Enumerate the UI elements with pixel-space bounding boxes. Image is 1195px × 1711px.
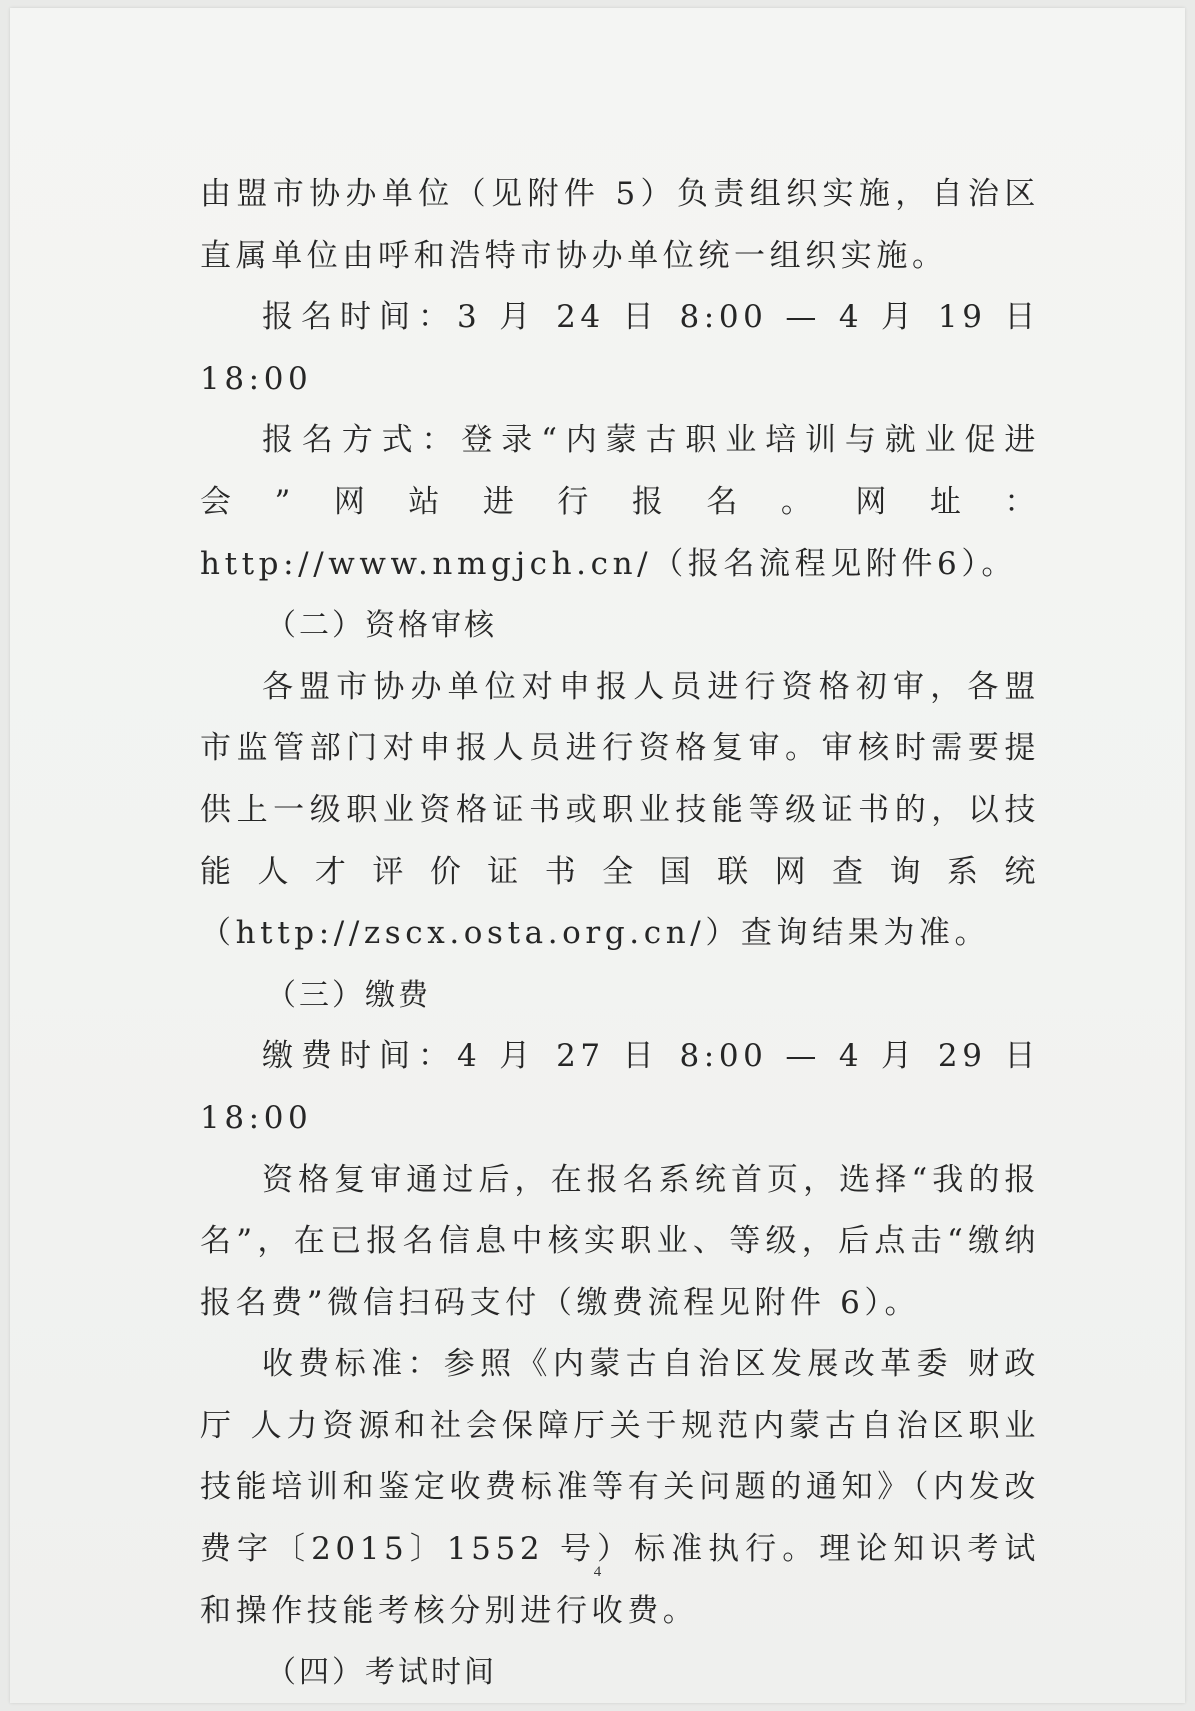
paragraph-fee-standard: 收费标准：参照《内蒙古自治区发展改革委 财政厅 人力资源和社会保障厅关于规范内蒙古自治区职业技能培训和鉴定收费标准等有关问题的通知》（内发改费字〔2015〕1552 号）标准执行。理论知识考试和操作技能考核分别进行收费。 (200, 1346, 1040, 1629)
page-number: 4 (593, 1564, 602, 1580)
section-heading-exam-time: （四）考试时间 (266, 1655, 497, 1691)
paragraph-qualification-review: 各盟市协办单位对申报人员进行资格初审，各盟市监管部门对申报人员进行资格复审。审核时需要提供上一级职业资格证书或职业技能等级证书的，以技能人才评价证书全国联网查询系统（http://zscx.osta.org.cn/）查询结果为准。 (200, 668, 1040, 952)
document-page (10, 8, 1185, 1703)
document-body (200, 164, 1040, 1704)
paragraph-payment-time: 缴费时间：4 月 27 日 8:00 — 4 月 29 日 18:00 (200, 1038, 1040, 1136)
paragraph-registration-time: 报名时间：3 月 24 日 8:00 — 4 月 19 日 18:00 (200, 299, 1040, 397)
paragraph-organization: 由盟市协办单位（见附件 5）负责组织实施，自治区直属单位由呼和浩特市协办单位统一组织实施。 (200, 176, 1040, 274)
section-heading-qualification-review: （二）资格审核 (266, 608, 497, 644)
paragraph-payment-process: 资格复审通过后，在报名系统首页，选择“我的报名”，在已报名信息中核实职业、等级，后点击“缴纳报名费”微信扫码支付（缴费流程见附件 6）。 (200, 1161, 1040, 1321)
paragraph-registration-method: 报名方式：登录“内蒙古职业培训与就业促进会”网站进行报名。网址：http://www.nmgjch.cn/（报名流程见附件6）。 (200, 422, 1040, 582)
section-heading-payment: （三）缴费 (266, 977, 431, 1013)
